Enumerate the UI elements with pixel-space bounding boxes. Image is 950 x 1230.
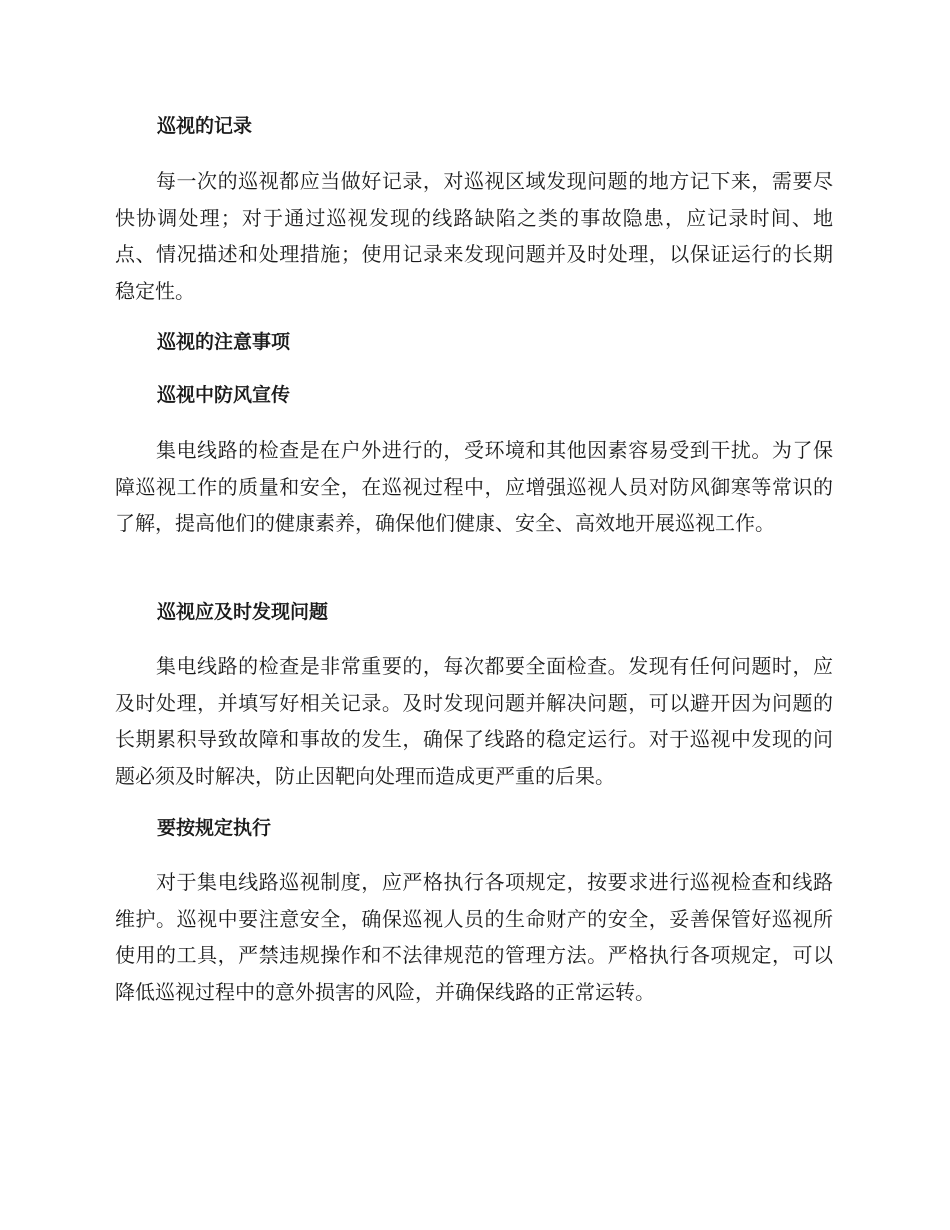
section-heading-notes: 巡视的注意事项 bbox=[157, 331, 291, 353]
section-heading-record: 巡视的记录 bbox=[157, 115, 253, 137]
section-heading-wind: 巡视中防风宣传 bbox=[157, 384, 291, 406]
paragraph-wind: 集电线路的检查是在户外进行的，受环境和其他因素容易受到干扰。为了保障巡视工作的质量和安全，在巡视过程中，应增强巡视人员对防风御寒等常识的了解，提高他们的健康素养，确保他们健康、安全、高效地开展巡视工作。 bbox=[115, 438, 833, 535]
section-heading-rules: 要按规定执行 bbox=[157, 817, 272, 839]
section-heading-timely: 巡视应及时发现问题 bbox=[157, 601, 329, 623]
paragraph-record: 每一次的巡视都应当做好记录，对巡视区域发现问题的地方记下来，需要尽快协调处理；对于通过巡视发现的线路缺陷之类的事故隐患，应记录时间、地点、情况描述和处理措施；使用记录来发现问题并及时处理，以保证运行的长期稳定性。 bbox=[115, 169, 833, 303]
paragraph-rules: 对于集电线路巡视制度，应严格执行各项规定，按要求进行巡视检查和线路维护。巡视中要注意安全，确保巡视人员的生命财产的安全，妥善保管好巡视所使用的工具，严禁违规操作和不法律规范的管理方法。严格执行各项规定，可以降低巡视过程中的意外损害的风险，并确保线路的正常运转。 bbox=[115, 870, 833, 1004]
paragraph-timely: 集电线路的检查是非常重要的，每次都要全面检查。发现有任何问题时，应及时处理，并填写好相关记录。及时发现问题并解决问题，可以避开因为问题的长期累积导致故障和事故的发生，确保了线路的稳定运行。对于巡视中发现的问题必须及时解决，防止因靶向处理而造成更严重的后果。 bbox=[115, 654, 833, 788]
